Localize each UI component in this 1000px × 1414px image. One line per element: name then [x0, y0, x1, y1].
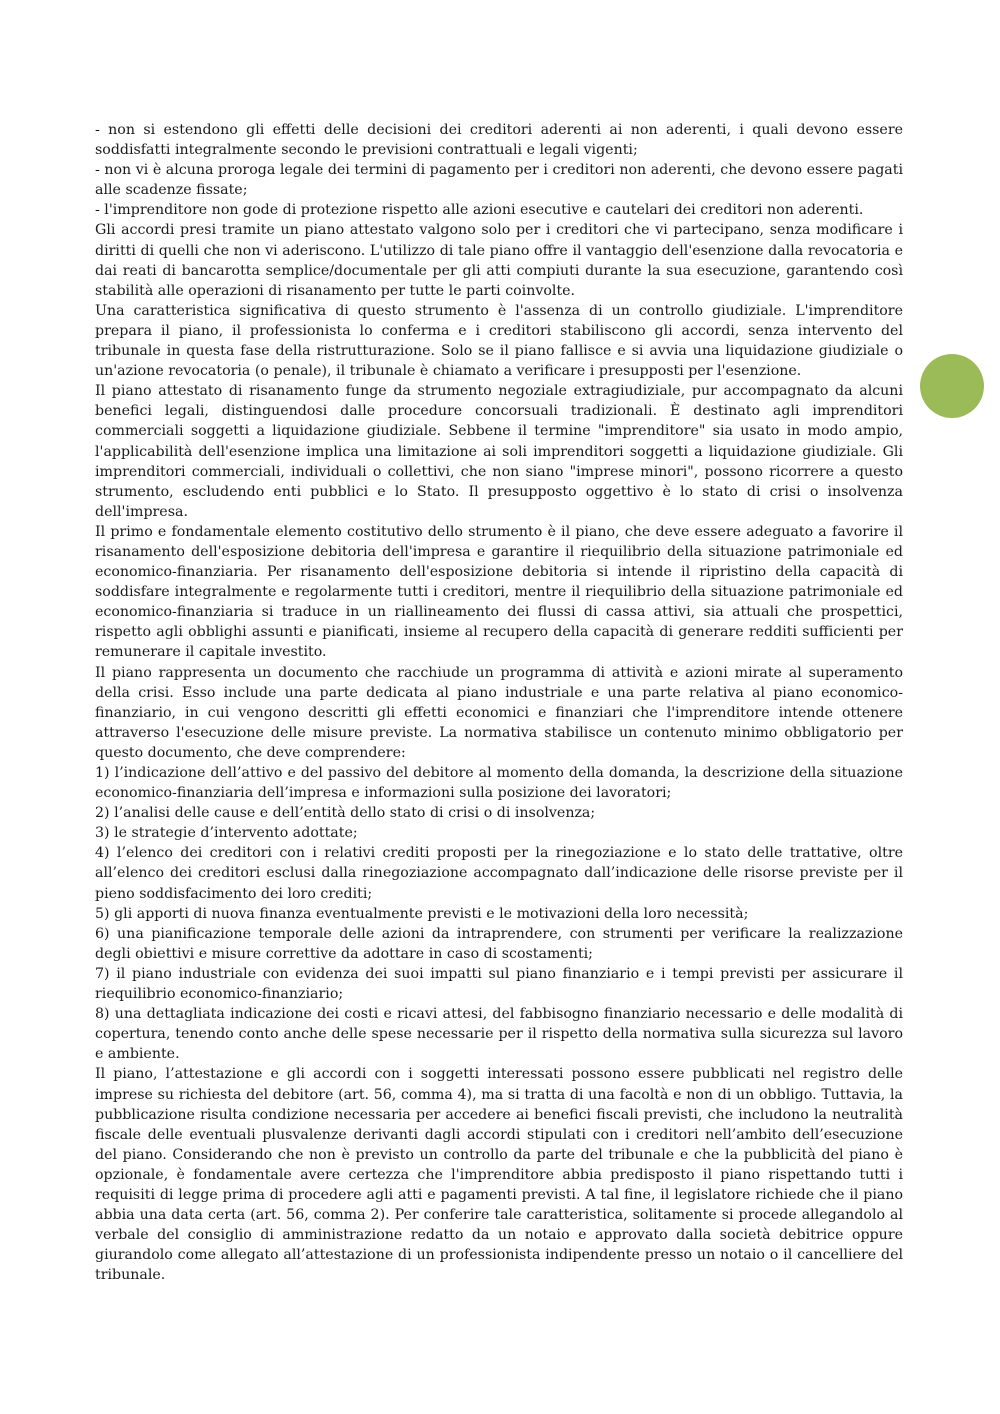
document-body: [95, 120, 903, 1285]
paragraph: Il piano rappresenta un documento che racchiude un programma di attività e azioni mirate al superamento della crisi. Esso include una parte dedicata al piano industriale e una parte relativa al piano economico-finanziario, in cui vengono descritti gli effetti economici e finanziari che l'imprenditore intende ottenere attraverso l'esecuzione delle misure previste. La normativa stabilisce un contenuto minimo obbligatorio per questo documento, che deve comprendere:: [95, 664, 903, 761]
decorative-green-dot: [920, 354, 984, 418]
list-item: 4) l’elenco dei creditori con i relativi crediti proposti per la rinegoziazione e lo stato delle trattative, oltre all’elenco dei creditori esclusi dalla rinegoziazione accompagnato dall’indicazione delle risorse previste per il pieno soddisfacimento dei loro crediti;: [95, 845, 903, 902]
list-item: 2) l’analisi delle cause e dell’entità dello stato di crisi o di insolvenza;: [95, 805, 596, 822]
paragraph: Il piano, l’attestazione e gli accordi con i soggetti interessati possono essere pubblicati nel registro delle imprese su richiesta del debitore (art. 56, comma 4), ma si tratta di una facoltà e non di un obbligo. Tuttavia, la pubblicazione risulta condizione necessaria per accedere ai benefici fiscali previsti, che includono la neutralità fiscale delle eventuali plusvalenze derivanti dagli accordi stipulati con i creditori nell’ambito dell’esecuzione del piano. Considerando che non è previsto un controllo da parte del tribunale e che la pubblicità del piano è opzionale, è fondamentale avere certezza che l'imprenditore abbia predisposto il piano rispettando tutti i requisiti di legge prima di procedere agli atti e pagamenti previsti. A tal fine, il legislatore richiede che il piano abbia una data certa (art. 56, comma 2). Per conferire tale caratteristica, solitamente si procede allegandolo al verbale del consiglio di amministrazione redatto da un notaio e approvato dalla società debitrice oppure giurandolo come allegato all’attestazione di un professionista indipendente presso un notaio o il cancelliere del tribunale.: [95, 1066, 903, 1284]
paragraph: - l'imprenditore non gode di protezione rispetto alle azioni esecutive e cautelari dei creditori non aderenti.: [95, 202, 864, 219]
list-item: 1) l’indicazione dell’attivo e del passivo del debitore al momento della domanda, la descrizione della situazione economico-finanziaria dell’impresa e informazioni sulla posizione dei lavoratori;: [95, 765, 903, 802]
list-item: 6) una pianificazione temporale delle azioni da intraprendere, con strumenti per verificare la realizzazione degli obiettivi e misure correttive da adottare in caso di scostamenti;: [95, 925, 903, 962]
paragraph: Gli accordi presi tramite un piano attestato valgono solo per i creditori che vi partecipano, senza modificare i diritti di quelli che non vi aderiscono. L'utilizzo di tale piano offre il vantaggio dell'esenzione dalla revocatoria e dai reati di bancarotta semplice/documentale per gli atti compiuti durante la sua esecuzione, garantendo così stabilità alle operazioni di risanamento per tutte le parti coinvolte.: [95, 222, 903, 299]
paragraph: Una caratteristica significativa di questo strumento è l'assenza di un controllo giudiziale. L'imprenditore prepara il piano, il professionista lo conferma e i creditori stabiliscono gli accordi, senza intervento del tribunale in questa fase della ristrutturazione. Solo se il piano fallisce e si avvia una liquidazione giudiziale o un'azione revocatoria (o penale), il tribunale è chiamato a verificare i presupposti per l'esenzione.: [95, 302, 903, 380]
paragraph: Il primo e fondamentale elemento costitutivo dello strumento è il piano, che deve essere adeguato a favorire il risanamento dell'esposizione debitoria dell'impresa e garantire il riequilibrio della situazione patrimoniale ed economico-finanziaria. Per risanamento dell'esposizione debitoria si intende il ripristino della capacità di soddisfare integralmente e regolarmente tutti i creditori, mentre il riequilibrio della situazione patrimoniale ed economico-finanziaria si traduce in un riallineamento dei flussi di cassa attivi, sia attuali che prospettici, rispetto agli obblighi assunti e pianificati, insieme al recupero della capacità di generare redditi sufficienti per remunerare il capitale investito.: [95, 523, 903, 661]
list-item: 5) gli apporti di nuova finanza eventualmente previsti e le motivazioni della loro necessità;: [95, 905, 749, 922]
paragraph: - non si estendono gli effetti delle decisioni dei creditori aderenti ai non aderenti, i quali devono essere soddisfatti integralmente secondo le previsioni contrattuali e legali vigenti;: [95, 122, 903, 159]
list-item: 3) le strategie d’intervento adottate;: [95, 825, 358, 842]
list-item: 8) una dettagliata indicazione dei costi e ricavi attesi, del fabbisogno finanziario necessario e delle modalità di copertura, tenendo conto anche delle spese necessarie per il rispetto della normativa sulla sicurezza sul lavoro e ambiente.: [95, 1006, 903, 1063]
paragraph: Il piano attestato di risanamento funge da strumento negoziale extragiudiziale, pur accompagnato da alcuni benefici legali, distinguendosi dalle procedure concorsuali tradizionali. È destinato agli imprenditori commerciali soggetti a liquidazione giudiziale. Sebbene il termine "imprenditore" sia usato in modo ampio, l'applicabilità dell'esenzione implica una limitazione ai soli imprenditori soggetti a liquidazione giudiziale. Gli imprenditori commerciali, individuali o collettivi, che non siano "imprese minori", possono ricorrere a questo strumento, escludendo enti pubblici e lo Stato. Il presupposto oggettivo è lo stato di crisi o insolvenza dell'impresa.: [95, 383, 903, 520]
list-item: 7) il piano industriale con evidenza dei suoi impatti sul piano finanziario e i tempi previsti per assicurare il riequilibrio economico-finanziario;: [95, 965, 903, 1003]
paragraph: - non vi è alcuna proroga legale dei termini di pagamento per i creditori non aderenti, che devono essere pagati alle scadenze fissate;: [95, 162, 903, 199]
